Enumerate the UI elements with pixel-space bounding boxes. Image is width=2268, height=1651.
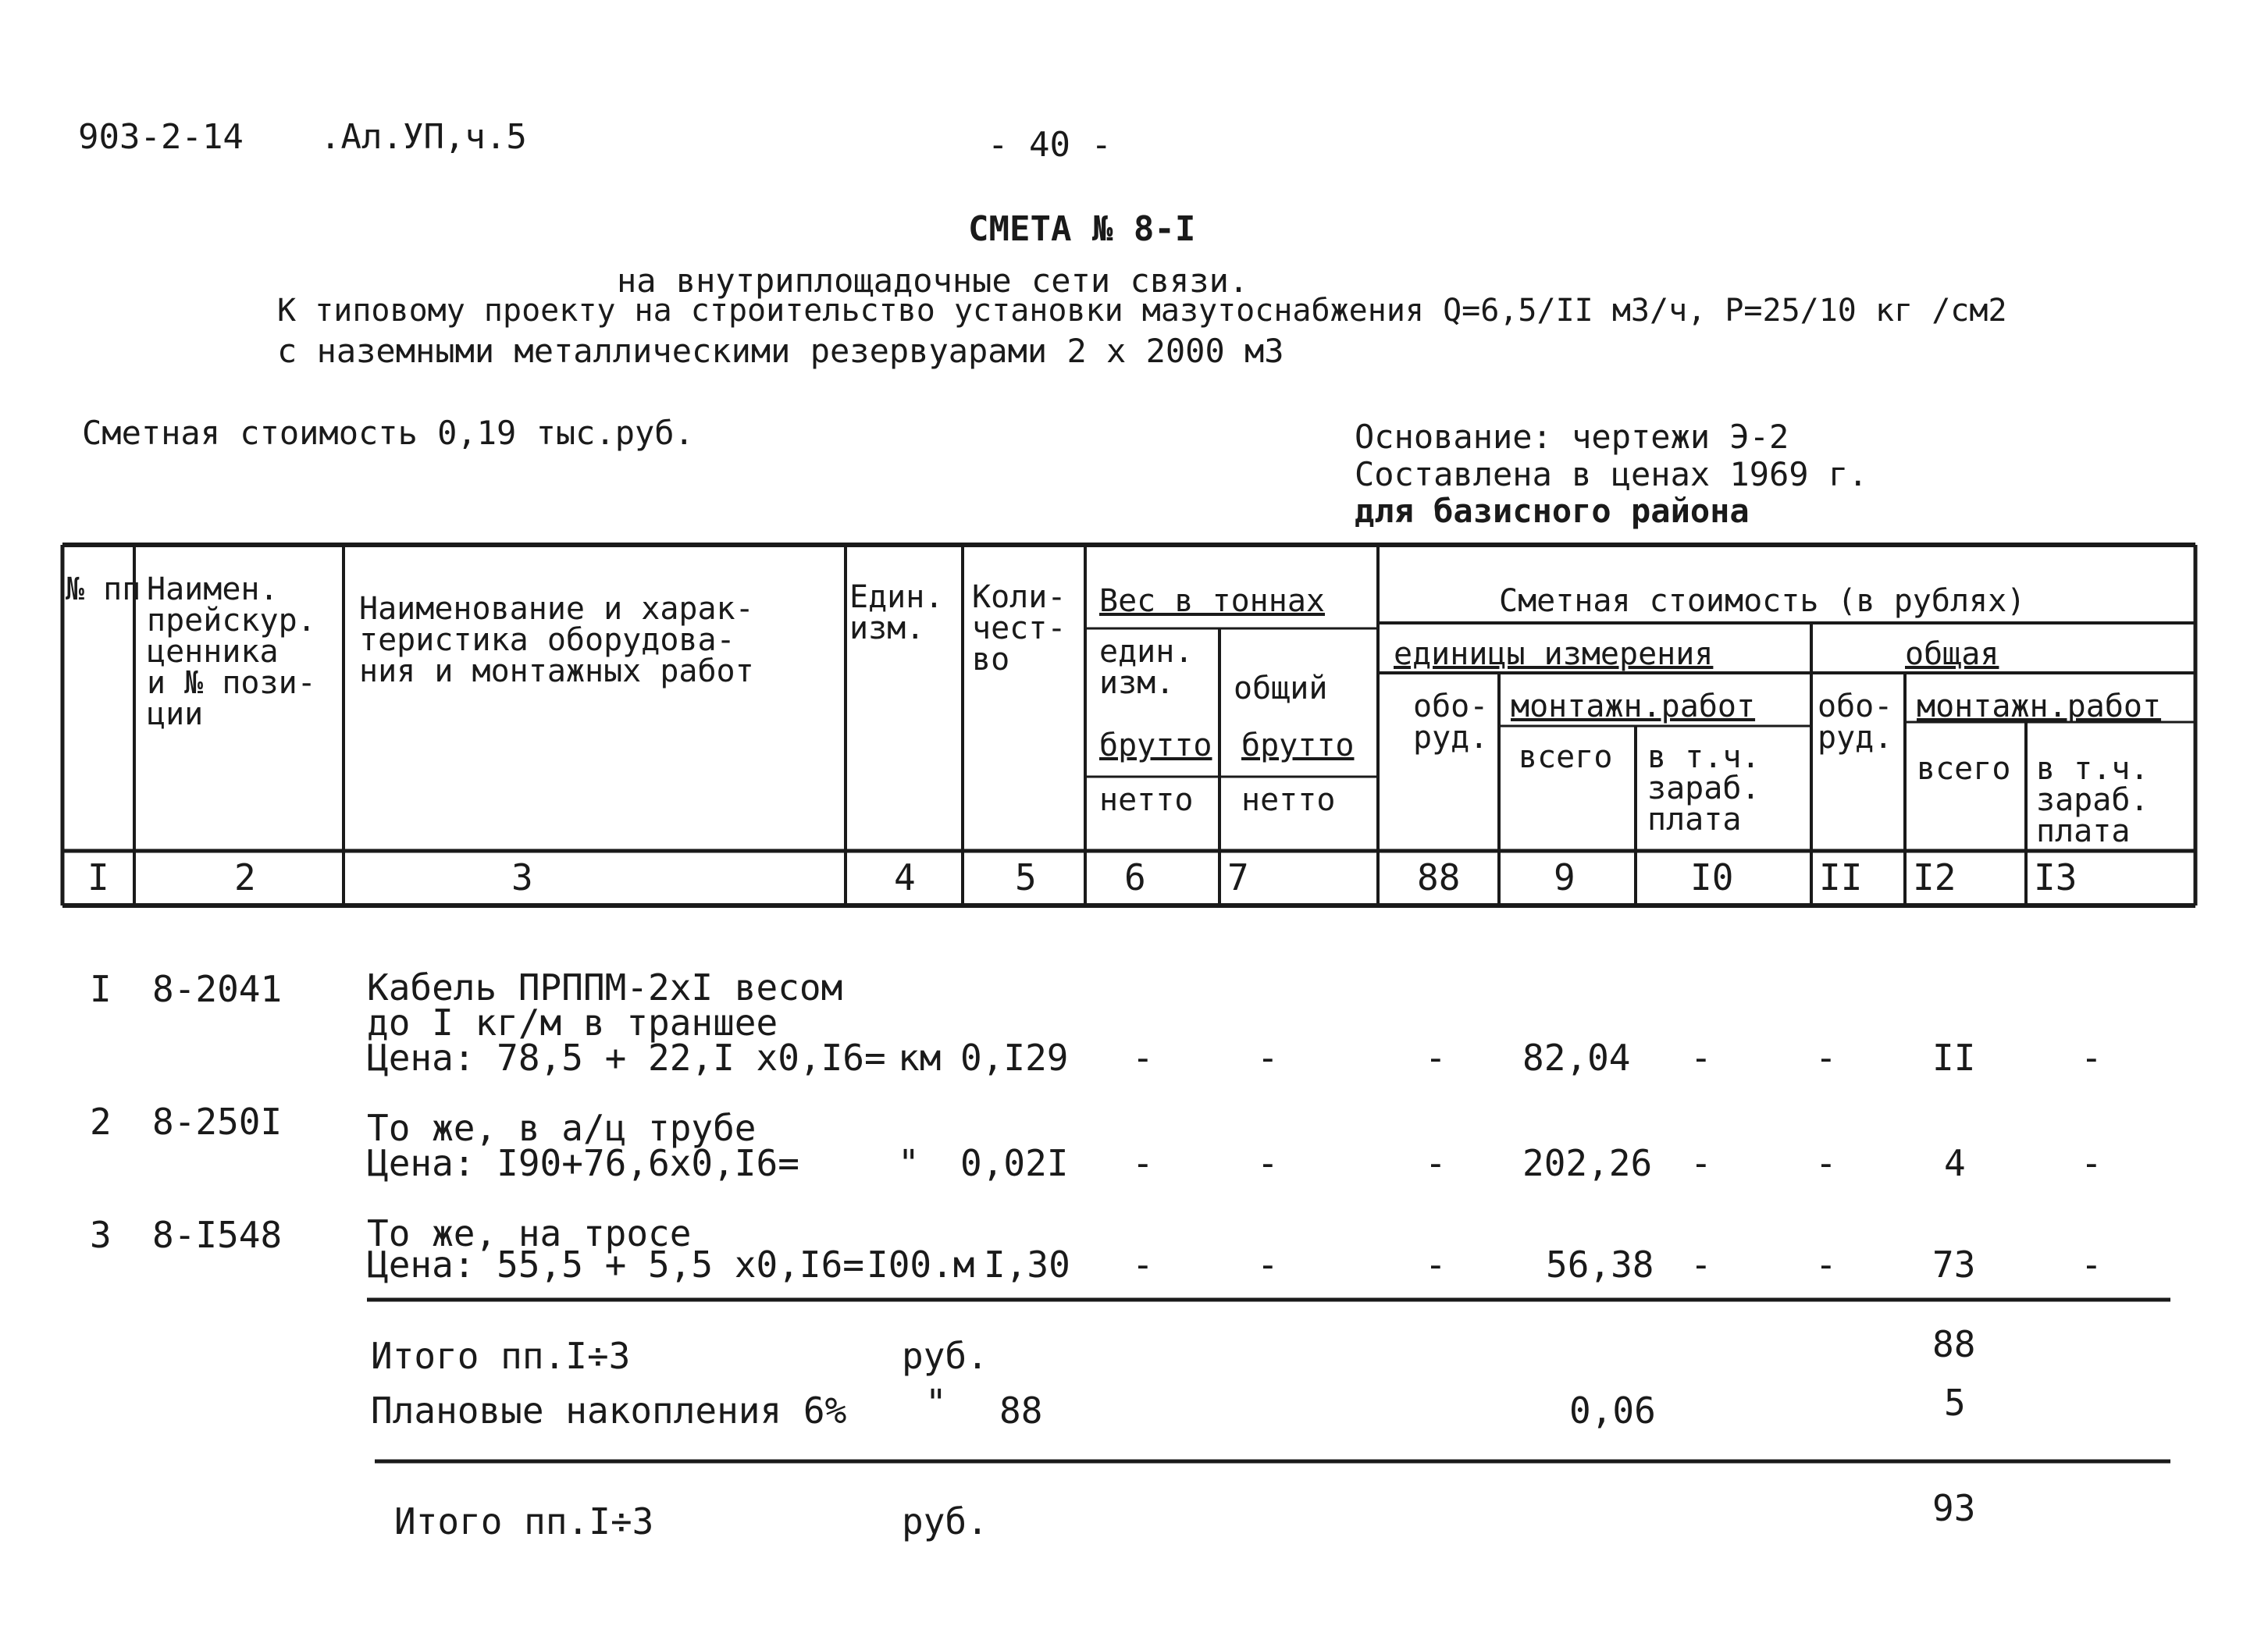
row-3-wage: - — [1690, 1244, 1712, 1286]
row-1-total-wage: - — [2081, 1037, 2102, 1079]
row-3-total-wage: - — [2081, 1244, 2102, 1286]
col-number-13: I3 — [2034, 856, 2078, 898]
row-1-install: 82,04 — [1522, 1037, 1631, 1079]
row-2-equip: - — [1425, 1142, 1447, 1184]
row-2-weight-total: - — [1257, 1142, 1279, 1184]
col-number-9: 9 — [1554, 856, 1575, 898]
col-number-10: I0 — [1690, 856, 1734, 898]
basis-line-3: для базисного района — [1355, 492, 1750, 530]
header-unit-1: Един. — [849, 579, 944, 615]
title-line-1: на внутриплощадочные сети связи. — [617, 262, 1249, 300]
header-wage-unit-1: в т.ч. — [1647, 739, 1761, 775]
col-number-7: 7 — [1227, 856, 1249, 898]
row-1-weight-unit: - — [1132, 1037, 1154, 1079]
total-unit: руб. — [902, 1500, 988, 1542]
header-weight-group: Вес в тоннах — [1099, 583, 1325, 619]
total-value: 93 — [1932, 1487, 1976, 1529]
col-number-5: 5 — [1015, 856, 1037, 898]
page-number: - 40 - — [988, 125, 1112, 165]
row-3-equip: - — [1425, 1244, 1447, 1286]
header-pricelist-2: прейскур. — [147, 603, 316, 639]
row-2-desc-1: То же, в а/ц трубе — [367, 1107, 757, 1149]
header-equip-total-2: руд. — [1818, 720, 1893, 756]
subtotal-unit: руб. — [902, 1335, 988, 1377]
header-weight-unit-1: един. — [1099, 634, 1194, 670]
header-wage-total-1: в т.ч. — [2036, 751, 2149, 787]
estimated-cost: Сметная стоимость 0,19 тыс.руб. — [82, 414, 694, 452]
subtotal-label: Итого пп.I÷3 — [371, 1335, 631, 1377]
col-number-1: I — [87, 856, 109, 898]
header-desc-1: Наименование и харак- — [359, 591, 754, 627]
row-3-install: 56,38 — [1546, 1244, 1654, 1286]
header-wage-total-3: плата — [2036, 813, 2131, 849]
row-3-number: 3 — [90, 1214, 112, 1256]
col-number-11: II — [1819, 856, 1863, 898]
row-3-qty: I,30 — [984, 1244, 1070, 1286]
accumulation-base: 88 — [999, 1389, 1043, 1432]
row-1-code: 8-2041 — [152, 968, 283, 1010]
header-wage-unit-3: плата — [1647, 802, 1742, 838]
row-2-install: 202,26 — [1522, 1142, 1653, 1184]
row-3-weight-total: - — [1257, 1244, 1279, 1286]
row-1-total-install: II — [1932, 1037, 1976, 1079]
row-3-desc-2: Цена: 55,5 + 5,5 х0,I6= — [367, 1244, 864, 1286]
header-brutto-total: брутто — [1241, 728, 1355, 763]
row-1-weight-total: - — [1257, 1037, 1279, 1079]
header-pricelist-3: ценника — [147, 634, 279, 670]
row-2-code: 8-250I — [152, 1101, 283, 1143]
row-1-equip: - — [1425, 1037, 1447, 1079]
row-1-total-equip: - — [1815, 1037, 1837, 1079]
header-row-number: № пп — [66, 571, 141, 607]
header-per-unit: единицы измерения — [1394, 636, 1714, 672]
header-wage-unit-2: зараб. — [1647, 770, 1761, 806]
row-2-weight-unit: - — [1132, 1142, 1154, 1184]
total-label: Итого пп.I÷3 — [394, 1500, 654, 1542]
header-desc-2: теристика оборудова- — [359, 622, 735, 658]
header-wage-total-2: зараб. — [2036, 782, 2149, 818]
col-number-2: 2 — [234, 856, 256, 898]
row-2-unit: " — [898, 1142, 920, 1184]
header-unit-2: изм. — [849, 610, 925, 646]
row-3-weight-unit: - — [1132, 1244, 1154, 1286]
row-1-desc-3: Цена: 78,5 + 22,I х0,I6= — [367, 1037, 886, 1079]
row-3-unit: I00.м — [867, 1244, 975, 1286]
header-qty-1: Коли- — [972, 579, 1066, 615]
row-1-desc-2: до I кг/м в траншее — [367, 1002, 778, 1044]
row-1-unit: км — [898, 1037, 942, 1079]
row-1-number: I — [90, 968, 112, 1010]
col-number-8: 88 — [1417, 856, 1461, 898]
header-pricelist-1: Наимен. — [147, 571, 279, 607]
basis-line-2: Составлена в ценах 1969 г. — [1355, 455, 1868, 493]
estimate-title: СМЕТА № 8-I — [968, 209, 1196, 249]
album-ref: .Ал.УП,ч.5 — [320, 117, 527, 157]
row-2-total-equip: - — [1815, 1142, 1837, 1184]
header-pricelist-4: и № пози- — [147, 665, 316, 701]
title-line-3: с наземными металлическими резервуарами 2 х 2000 м3 — [277, 332, 1284, 370]
accumulation-rate: 0,06 — [1569, 1389, 1656, 1432]
accumulation-value: 5 — [1944, 1382, 1966, 1424]
row-2-qty: 0,02I — [960, 1142, 1069, 1184]
row-3-code: 8-I548 — [152, 1214, 283, 1256]
row-3-desc-1: То же, на тросе — [367, 1212, 692, 1254]
col-number-4: 4 — [894, 856, 916, 898]
header-equip-unit-1: обо- — [1413, 689, 1489, 724]
header-weight-total: общий — [1234, 671, 1328, 706]
row-3-total-equip: - — [1815, 1244, 1837, 1286]
header-weight-unit-2: изм. — [1099, 665, 1175, 701]
header-install-total: монтажн.работ — [1917, 689, 2162, 724]
row-2-desc-2: Цена: I90+76,6х0,I6= — [367, 1142, 799, 1184]
row-2-wage: - — [1690, 1142, 1712, 1184]
header-equip-total-1: обо- — [1818, 689, 1893, 724]
doc-code: 903-2-14 — [78, 117, 244, 157]
basis-line-1: Основание: чертежи Э-2 — [1355, 418, 1789, 456]
header-pricelist-5: ции — [147, 696, 204, 732]
header-brutto-unit: брутто — [1099, 728, 1212, 763]
row-1-qty: 0,I29 — [960, 1037, 1069, 1079]
col-number-12: I2 — [1913, 856, 1956, 898]
col-number-6: 6 — [1124, 856, 1146, 898]
header-all-unit: всего — [1519, 739, 1613, 775]
header-netto-total: нетто — [1241, 782, 1336, 818]
header-qty-3: во — [972, 642, 1010, 678]
row-2-total-wage: - — [2081, 1142, 2102, 1184]
header-qty-2: чест- — [972, 610, 1066, 646]
title-line-2: К типовому проекту на строительство установки мазутоснабжения Q=6,5/II м3/ч, P=25/10 кг /см2 — [277, 293, 2007, 329]
header-total: общая — [1905, 636, 1999, 672]
header-desc-3: ния и монтажных работ — [359, 653, 754, 689]
col-number-3: 3 — [511, 856, 533, 898]
accumulation-label: Плановые накопления 6% — [371, 1389, 847, 1432]
row-1-desc-1: Кабель ПРППМ-2хI весом — [367, 966, 843, 1009]
header-install-unit: монтажн.работ — [1511, 689, 1756, 724]
header-cost-group: Сметная стоимость (в рублях) — [1499, 583, 2026, 619]
subtotal-value: 88 — [1932, 1323, 1976, 1365]
accumulation-unit: " — [925, 1382, 947, 1424]
header-all-total: всего — [1917, 751, 2011, 787]
header-equip-unit-2: руд. — [1413, 720, 1489, 756]
row-1-wage: - — [1690, 1037, 1712, 1079]
row-2-number: 2 — [90, 1101, 112, 1143]
row-2-total-install: 4 — [1944, 1142, 1966, 1184]
row-3-total-install: 73 — [1932, 1244, 1976, 1286]
header-netto-unit: нетто — [1099, 782, 1194, 818]
